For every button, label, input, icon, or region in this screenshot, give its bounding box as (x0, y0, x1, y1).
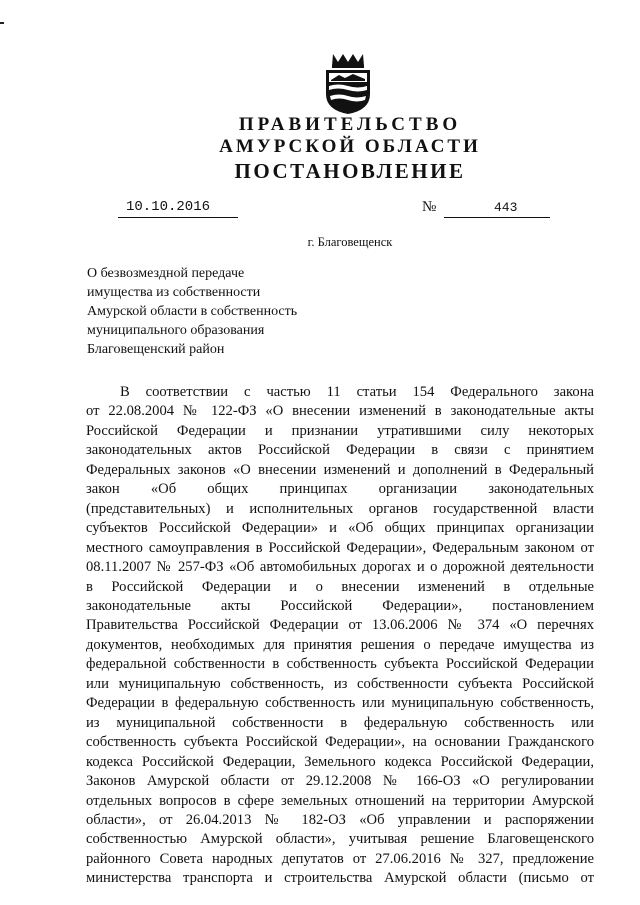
subject-block (87, 264, 297, 359)
body-paragraph (86, 383, 594, 889)
city-line: г. Благовещенск (307, 235, 393, 249)
body-line: собственность субъекта Российской Федерации», на основании Гражданского (86, 734, 594, 751)
body-line: Федеральных законов «О внесении изменений и дополнений в Федеральный (86, 461, 594, 478)
date-field (118, 199, 238, 218)
body-line: местного самоуправления в Российской Федерации», Федеральным законом от (86, 539, 594, 556)
body-line: законодательных актов Российской Федерации в связи с принятием (86, 442, 594, 459)
body-line: Российской Федерации и признании утратившими силу некоторых (86, 422, 594, 439)
body-line: (представительных) и исполнительных органов государственной власти (86, 500, 594, 517)
body-line: области», от 26.04.2013 № 182-ОЗ «Об управлении и распоряжении (86, 811, 594, 828)
body-line: районного Совета народных депутатов от 27.06.2016 № 327, предложение (86, 850, 594, 867)
document-type-title: ПОСТАНОВЛЕНИЕ (234, 159, 466, 183)
body-line: в Российской Федерации и о внесении изменений в отдельные (86, 578, 594, 595)
number-field (444, 199, 550, 218)
body-line: закон «Об общих принципах организации законодательных (86, 481, 594, 498)
scan-mark (0, 22, 4, 24)
subject-line: имущества из собственности (87, 285, 261, 300)
body-line: Федерации в федеральную собственность или муниципальную собственность, (86, 695, 594, 712)
body-line: 08.11.2007 № 257-ФЗ «Об автомобильных дорогах и о дорожной деятельности (86, 559, 594, 576)
body-line: из муниципальной собственности в федеральную собственность или (86, 714, 594, 731)
region-title: АМУРСКОЙ ОБЛАСТИ (219, 136, 481, 157)
subject-line: О безвозмездной передаче (87, 266, 245, 281)
body-line: отдельных вопросов в сфере земельных отношений на территории Амурской (86, 792, 594, 809)
body-line: Законов Амурской области от 29.12.2008 № 166-ОЗ «О регулировании (86, 773, 594, 790)
subject-line: муниципального образования (87, 323, 265, 338)
body-line: министерства транспорта и строительства Амурской области (письмо от (86, 870, 594, 887)
body-line: собственностью Амурской области», учитывая решение Благовещенского (86, 831, 594, 848)
body-line: федеральной собственности в собственность субъекта Российской Федерации (86, 656, 594, 673)
document-date: 10.10.2016 (126, 199, 211, 215)
body-line: от 22.08.2004 № 122-ФЗ «О внесении изменений в законодательные акты (86, 403, 594, 420)
body-line: законодательные акты Российской Федерации», постановлением (86, 597, 594, 614)
document-number: 443 (494, 200, 518, 215)
body-line: или муниципальную собственность, из собственности субъекта Российской (86, 675, 594, 692)
government-title: ПРАВИТЕЛЬСТВО (238, 114, 462, 135)
body-line: В соответствии с частью 11 статьи 154 Федерального закона (120, 384, 594, 400)
body-line: кодекса Российской Федерации, Земельного кодекса Российской Федерации, (86, 753, 594, 770)
body-line: субъектов Российской Федерации» и «Об общих принципах организации (86, 520, 594, 537)
subject-line: Благовещенский район (87, 342, 225, 357)
number-sign: № (422, 199, 437, 215)
body-line: документов, необходимых для принятия решения о передаче имущества из (86, 636, 594, 653)
amur-region-coat-of-arms-icon (323, 50, 373, 116)
body-line: Правительства Российской Федерации от 13.06.2006 № 374 «О перечнях (86, 617, 594, 634)
subject-line: Амурской области в собственность (87, 304, 298, 319)
